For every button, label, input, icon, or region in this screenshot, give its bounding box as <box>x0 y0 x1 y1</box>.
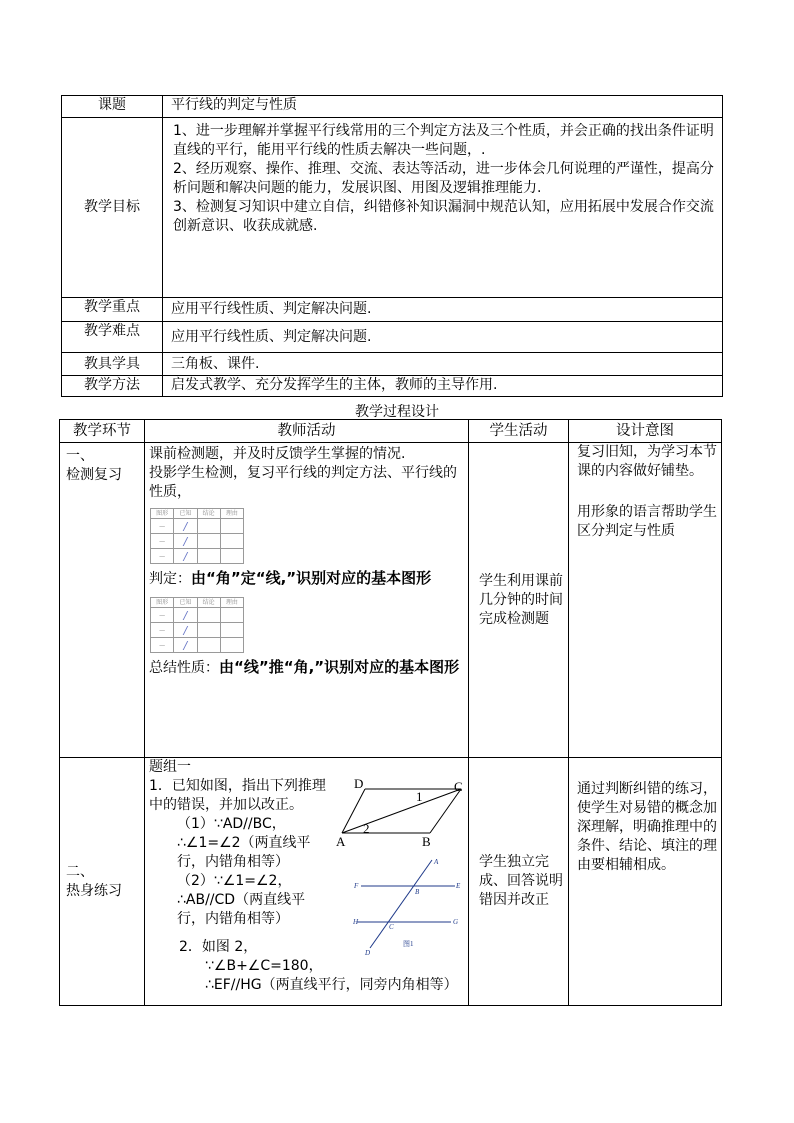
judgement-prefix: 判定： <box>149 571 191 587</box>
question-text: ∴AB//CD（两直线平行，内错角相等） <box>177 892 306 927</box>
fig2-label-e: E <box>456 882 461 890</box>
summary-prefix: 总结性质： <box>149 660 219 676</box>
fig2-caption: 图1 <box>403 940 414 948</box>
question-text: ∵∠B+∠C=180， <box>205 958 323 974</box>
teacher-text: 投影学生检测，复习平行线的判定方法、平行线的性质， <box>149 465 457 500</box>
group-title: 题组一 <box>149 759 191 775</box>
tools-label: 教具学具 <box>62 353 163 376</box>
focus-value: 应用平行线性质、判定解决问题. <box>163 298 723 322</box>
header-teacher: 教师活动 <box>145 420 469 443</box>
stage-cell-1 <box>60 443 145 758</box>
method-label: 教学方法 <box>62 376 163 397</box>
stage-cell-2 <box>60 758 145 1006</box>
intent-cell-1 <box>569 443 722 758</box>
transversal-figure <box>353 856 461 956</box>
header-student: 学生活动 <box>469 420 569 443</box>
fig2-label-b: B <box>415 888 420 896</box>
fig-angle-1: 1 <box>416 789 423 804</box>
stage-name: 热身练习 <box>66 882 122 899</box>
question-text: ∴EF//HG（两直线平行，同旁内角相等） <box>205 977 458 993</box>
header-intent: 设计意图 <box>569 420 722 443</box>
fig-angle-2: 2 <box>363 821 370 836</box>
summary-bold: 由“线”推“角,”识别对应的基本图形 <box>219 658 460 676</box>
lesson-info-table <box>61 95 723 397</box>
summary-note <box>149 657 466 678</box>
difficulty-value: 应用平行线性质、判定解决问题. <box>163 322 723 353</box>
stage-number: 一、 <box>66 448 94 464</box>
judgement-bold: 由“角”定“线,”识别对应的基本图形 <box>191 569 432 587</box>
topic-value: 平行线的判定与性质 <box>163 96 723 118</box>
topic-label: 课题 <box>62 96 163 118</box>
fig2-label-a: A <box>434 858 439 866</box>
header-stage: 教学环节 <box>60 420 145 443</box>
fig-label-c: C <box>454 779 463 794</box>
student-cell-2: 学生独立完成、回答说明错因并改正 <box>469 758 569 1006</box>
question-text: 1．已知如图，指出下列推理中的错误，并加以改正。 <box>149 778 326 813</box>
goals-cell <box>163 118 723 298</box>
goals-label: 教学目标 <box>62 118 163 298</box>
teaching-process-table <box>59 419 722 1006</box>
tools-value: 三角板、课件. <box>163 353 723 376</box>
judgement-thumbnail-table: 图形 已知 结论 理由 — ∕ — ∕ — ∕ <box>150 508 244 564</box>
fig2-label-f: F <box>354 882 359 890</box>
goal-item: 3、检测复习知识中建立自信，纠错修补知识漏洞中规范认知，应用拓展中发展合作交流创新意识、收获成就感. <box>173 199 714 234</box>
property-thumbnail-table: 图形 已知 结论 理由 — ∕ — ∕ — ∕ <box>150 597 244 653</box>
question-text: （1）∵AD//BC， <box>177 816 286 832</box>
stage-name: 检测复习 <box>66 467 122 483</box>
fig2-label-c: C <box>389 923 394 931</box>
goal-item: 2、经历观察、操作、推理、交流、表达等活动，进一步体会几何说理的严谨性，提高分析问题和解决问题的能力，发展识图、用图及逻辑推理能力. <box>173 161 714 196</box>
fig2-label-g: G <box>453 918 459 926</box>
teacher-cell-1 <box>145 443 469 758</box>
question-text: （2）∵∠1=∠2， <box>177 873 292 889</box>
process-title: 教学过程设计 <box>355 404 439 420</box>
intent-text: 复习旧知，为学习本节课的内容做好铺垫。 <box>577 444 717 479</box>
parallelogram-figure <box>335 778 465 850</box>
fig2-label-h: H <box>353 918 359 926</box>
intent-cell-2: 通过判断纠错的练习，使学生对易错的概念加深理解，明确推理中的条件、结论、填注的理由要相辅相成。 <box>569 758 722 1006</box>
goal-item: 1、进一步理解并掌握平行线常用的三个判定方法及三个性质，并会正确的找出条件证明直线的平行，能用平行线的性质去解决一些问题，. <box>173 123 714 158</box>
intent-text: 用形象的语言帮助学生区分判定与性质 <box>577 504 717 539</box>
teacher-text: 课前检测题，并及时反馈学生掌握的情况. <box>149 446 406 462</box>
stage-number: 二、 <box>66 863 94 880</box>
judgement-note <box>149 568 466 589</box>
question-text: ∴∠1=∠2（两直线平行，内错角相等） <box>177 835 311 870</box>
fig-label-a: A <box>336 834 346 849</box>
difficulty-label: 教学难点 <box>62 322 163 353</box>
student-cell-1: 学生利用课前几分钟的时间完成检测题 <box>469 443 569 758</box>
question-text: 2．如图 2， <box>179 939 258 955</box>
teacher-cell-2 <box>145 758 469 1006</box>
fig-label-b: B <box>422 834 431 849</box>
fig2-label-d: D <box>365 949 371 956</box>
method-value: 启发式教学、充分发挥学生的主体，教师的主导作用. <box>163 376 723 397</box>
focus-label: 教学重点 <box>62 298 163 322</box>
fig-label-d: D <box>354 778 364 791</box>
